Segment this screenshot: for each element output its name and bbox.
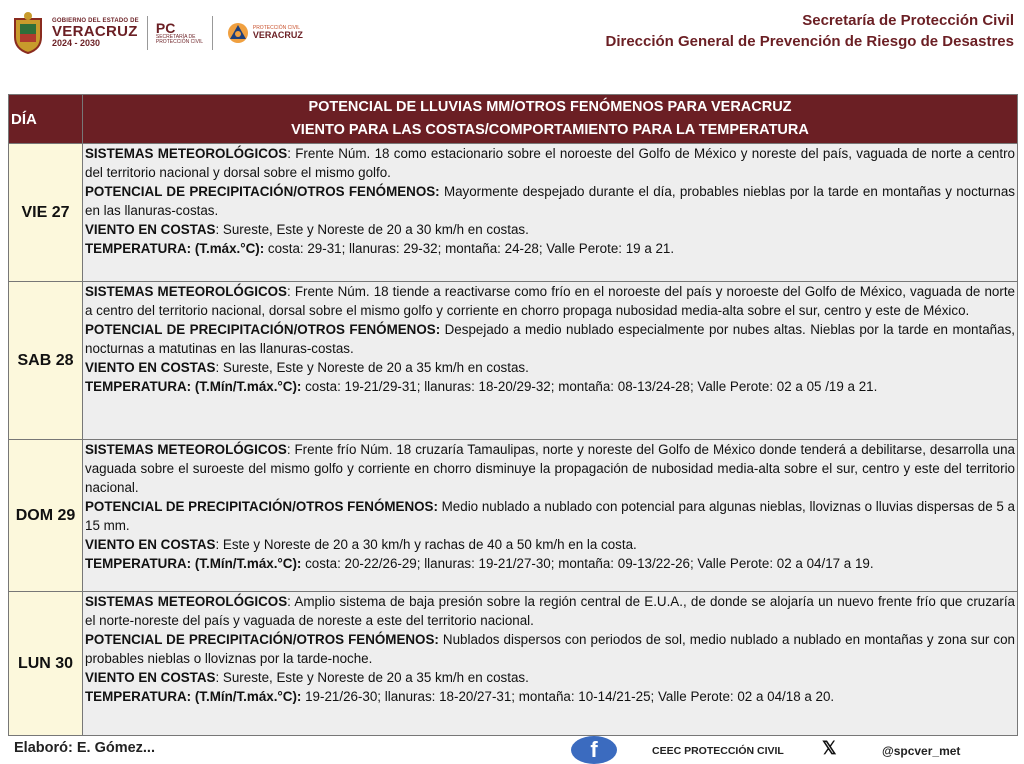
systems-text: : Frente Núm. 18 como estacionario sobre el noroeste del Golfo de México y noreste del país, vaguada de norte a centro del territorio nacional y dorsal sobre el mismo golfo. [85,146,1015,180]
directorate-title: Dirección General de Prevención de Riesgo de Desastres [605,33,1014,50]
precip-text: Despejado a medio nublado especialmente por nubes altas. Nieblas por la tarde en montañas, nocturnas a matutinas en las llanuras-costas. [85,322,1015,356]
gov-logo-text [52,18,139,48]
veracruz-seal-icon [10,10,46,56]
precip-label: POTENCIAL DE PRECIPITACIÓN/OTROS FENÓMENOS: [85,499,438,514]
precip-text: Medio nublado a nublado con potencial para algunas nieblas, lloviznas o lluvias dispersas de 5 a 15 mm. [85,499,1015,533]
wind-label: VIENTO EN COSTAS [85,537,216,552]
table-row [9,282,1018,440]
precip-label: POTENCIAL DE PRECIPITACIÓN/OTROS FENÓMENOS: [85,184,440,199]
author-credit: Elaboró: E. Gómez... [14,740,155,756]
day-cell: DOM 29 [9,440,83,592]
pc-logo [156,21,204,45]
wind-text: : Este y Noreste de 20 a 30 km/h y rachas de 40 a 50 km/h en la costa. [215,537,637,552]
day-cell: VIE 27 [9,144,83,282]
forecast-cell [83,282,1018,440]
forecast-table [8,94,1018,736]
precip-text: Mayormente despejado durante el día, probables nieblas por la tarde en montañas y nocturnas en las llanuras-costas. [85,184,1015,218]
civil-protection-emblem-icon [227,22,249,44]
temp-text: costa: 29-31; llanuras: 29-32; montaña: 24-28; Valle Perote: 19 a 21. [264,241,675,256]
temp-label: TEMPERATURA: (T.Mín/T.máx.°C): [85,379,302,394]
forecast-cell [83,144,1018,282]
temp-text: 19-21/26-30; llanuras: 18-20/27-31; montaña: 10-14/21-25; Valle Perote: 02 a 04/18 a 20. [301,689,835,704]
x-twitter-icon[interactable]: 𝕏 [822,738,837,758]
forecast-cell [83,592,1018,736]
day-cell: LUN 30 [9,592,83,736]
logos-group [10,8,303,58]
pcv-top-text: PROTECCIÓN CIVIL [252,25,301,31]
gov-top-text: GOBIERNO DEL ESTADO DE [52,18,139,24]
precip-label: POTENCIAL DE PRECIPITACIÓN/OTROS FENÓMENOS: [85,322,441,337]
logo-divider-2 [212,16,213,50]
pc-subtitle: SECRETARÍA DE PROTECCIÓN CIVIL [155,34,204,45]
temp-label: TEMPERATURA: (T.Mín/T.máx.°C): [85,556,302,571]
temp-text: costa: 20-22/26-29; llanuras: 19-21/27-30; montaña: 09-13/22-26; Valle Perote: 02 a 04/17 a 19. [301,556,874,571]
col-header-day: DÍA [9,95,83,144]
table-row [9,144,1018,282]
temp-text: costa: 19-21/29-31; llanuras: 18-20/29-32; montaña: 08-13/24-28; Valle Perote: 02 a 05 /19 a 21. [301,379,878,394]
page-header [0,0,1024,64]
logo-divider [147,16,148,50]
table-row [9,592,1018,736]
gov-state-text: VERACRUZ [52,23,138,40]
systems-label: SISTEMAS METEOROLÓGICOS [85,284,287,299]
temp-label: TEMPERATURA: (T.Mín/T.máx.°C): [85,689,302,704]
systems-label: SISTEMAS METEOROLÓGICOS [85,146,288,161]
x-handle[interactable]: @spcver_met [882,744,961,758]
facebook-page-name[interactable]: CEEC PROTECCIÓN CIVIL [652,745,784,757]
pcv-logo [227,22,303,44]
precip-label: POTENCIAL DE PRECIPITACIÓN/OTROS FENÓMENOS: [85,632,439,647]
table-row [9,440,1018,592]
table-header-row [9,95,1018,144]
forecast-cell [83,440,1018,592]
pc-abbr: PC [155,20,176,36]
wind-label: VIENTO EN COSTAS [85,222,216,237]
page-footer [0,736,1024,764]
systems-text: : Amplio sistema de baja presión sobre la región central de E.U.A., de donde se alojaría un nuevo frente frío que cruzaría el norte-noreste del país y vaguada de noreste a este del territorio nacional. [85,594,1015,628]
wind-label: VIENTO EN COSTAS [85,670,216,685]
wind-label: VIENTO EN COSTAS [85,360,216,375]
col-header-main [83,95,1018,144]
wind-text: : Sureste, Este y Noreste de 20 a 35 km/h en costas. [215,670,529,685]
pcv-state-text: VERACRUZ [252,30,303,40]
wind-text: : Sureste, Este y Noreste de 20 a 35 km/h en costas. [215,360,529,375]
systems-text: : Frente Núm. 18 tiende a reactivarse como frío en el noroeste del país y noroeste del Golfo de México, vaguada de norte a centro del territorio nacional, dorsal sobre el mismo golfo y corriente en chorro propaga nubosidad media-alta sobre el sur, centro y este de México. [85,284,1015,318]
secretariat-title: Secretaría de Protección Civil [802,12,1014,29]
systems-label: SISTEMAS METEOROLÓGICOS [85,594,288,609]
temp-label: TEMPERATURA: (T.máx.°C): [85,241,265,256]
col-header-main-line-2: VIENTO PARA LAS COSTAS/COMPORTAMIENTO PARA LA TEMPERATURA [291,122,809,138]
day-cell: SAB 28 [9,282,83,440]
gov-years-text: 2024 - 2030 [52,38,101,48]
precip-text: Nublados dispersos con periodos de sol, medio nublado a nublado en montañas y zona sur con probables nieblas o lloviznas por la tarde-noche. [85,632,1015,666]
wind-text: : Sureste, Este y Noreste de 20 a 30 km/h en costas. [215,222,529,237]
header-titles [605,10,1014,52]
systems-text: : Frente frío Núm. 18 cruzaría Tamaulipas, norte y noreste del Golfo de México donde tenderá a debilitarse, desarrolla una vaguada sobre el suroeste del mismo golfo y corriente en chorro disminuye la propagación de nubosidad media-alta sobre el sur, centro y este del territorio nacional. [85,442,1015,495]
facebook-icon[interactable]: f [571,736,617,764]
systems-label: SISTEMAS METEOROLÓGICOS [85,442,287,457]
col-header-main-line-1: POTENCIAL DE LLUVIAS MM/OTROS FENÓMENOS PARA VERACRUZ [308,99,792,115]
